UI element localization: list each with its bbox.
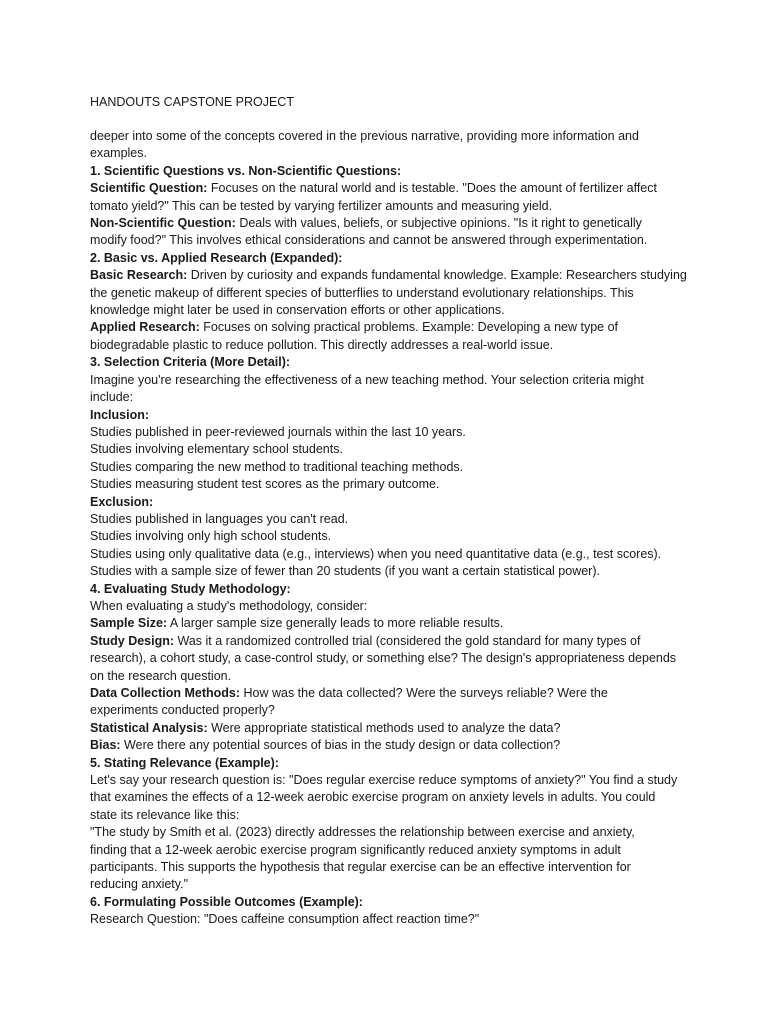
text-line [90, 389, 688, 406]
line-text: experiments conducted properly? [90, 703, 275, 718]
line-text: Studies involving only high school students. [90, 529, 332, 544]
text-line [90, 737, 688, 754]
text-line [90, 267, 688, 284]
line-text: Studies using only qualitative data (e.g., interviews) when you need quantitative data (e.g., test scores). [90, 546, 662, 561]
text-line [90, 720, 688, 737]
line-text: Deals with values, beliefs, or subjective opinions. "Is it right to genetically [235, 216, 642, 231]
line-text: examples. [90, 146, 147, 161]
bold-label: Inclusion: [90, 407, 150, 422]
bold-label: 2. Basic vs. Applied Research (Expanded): [90, 250, 343, 265]
text-line [90, 459, 688, 476]
line-text: Let's say your research question is: "Does regular exercise reduce symptoms of anxiety?" You find a study [90, 773, 678, 788]
text-line [90, 598, 688, 615]
line-text: include: [90, 390, 134, 405]
line-text: that examines the effects of a 12-week aerobic exercise program on anxiety levels in adults. You could [90, 790, 656, 805]
line-text: on the research question. [90, 668, 232, 683]
text-line [90, 302, 688, 319]
bold-label: Scientific Question: [90, 181, 208, 196]
document-header: HANDOUTS CAPSTONE PROJECT [90, 95, 294, 109]
text-line [90, 650, 688, 667]
line-text: Studies published in languages you can't read. [90, 511, 349, 526]
text-line [90, 145, 688, 162]
text-line [90, 581, 688, 598]
text-line [90, 633, 688, 650]
document-body [90, 128, 688, 929]
bold-label: Bias: [90, 738, 121, 753]
text-line [90, 511, 688, 528]
bold-label: 3. Selection Criteria (More Detail): [90, 355, 291, 370]
line-text: Studies comparing the new method to traditional teaching methods. [90, 459, 464, 474]
bold-label: Basic Research: [90, 268, 188, 283]
line-text: When evaluating a study's methodology, consider: [90, 598, 368, 613]
line-text: Studies involving elementary school students. [90, 442, 343, 457]
text-line [90, 441, 688, 458]
text-line [90, 285, 688, 302]
text-line [90, 250, 688, 267]
line-text: Focuses on the natural world and is testable. "Does the amount of fertilizer affect [207, 181, 657, 196]
text-line [90, 163, 688, 180]
line-text: Were there any potential sources of bias in the study design or data collection? [120, 738, 561, 753]
line-text: research), a cohort study, a case-control study, or something else? The design's appropriateness depends [90, 651, 677, 666]
text-line [90, 563, 688, 580]
text-line [90, 755, 688, 772]
line-text: Studies measuring student test scores as the primary outcome. [90, 477, 440, 492]
line-text: A larger sample size generally leads to more reliable results. [167, 616, 504, 631]
bold-label: Study Design: [90, 633, 175, 648]
text-line [90, 198, 688, 215]
bold-label: 4. Evaluating Study Methodology: [90, 581, 291, 596]
text-line [90, 319, 688, 336]
text-line [90, 842, 688, 859]
text-line [90, 546, 688, 563]
line-text: finding that a 12-week aerobic exercise program significantly reduced anxiety symptoms in adult [90, 842, 621, 857]
text-line [90, 894, 688, 911]
line-text: reducing anxiety." [90, 877, 189, 892]
text-line [90, 685, 688, 702]
text-line [90, 789, 688, 806]
bold-label: Exclusion: [90, 494, 154, 509]
line-text: "The study by Smith et al. (2023) directly addresses the relationship between exercise and anxiety, [90, 825, 635, 840]
text-line [90, 337, 688, 354]
text-line [90, 232, 688, 249]
text-line [90, 372, 688, 389]
text-line [90, 354, 688, 371]
line-text: modify food?" This involves ethical considerations and cannot be answered through experimentation. [90, 233, 648, 248]
text-line [90, 615, 688, 632]
line-text: Focuses on solving practical problems. Example: Developing a new type of [199, 320, 619, 335]
line-text: knowledge might later be used in conservation efforts or other applications. [90, 303, 505, 318]
text-line [90, 876, 688, 893]
bold-label: Sample Size: [90, 616, 168, 631]
bold-label: 1. Scientific Questions vs. Non-Scientific Questions: [90, 163, 402, 178]
bold-label: Applied Research: [90, 320, 200, 335]
line-text: deeper into some of the concepts covered in the previous narrative, providing more information and [90, 129, 639, 143]
text-line [90, 702, 688, 719]
line-text: Were appropriate statistical methods used to analyze the data? [207, 720, 561, 735]
text-line [90, 668, 688, 685]
bold-label: Non-Scientific Question: [90, 216, 236, 231]
line-text: participants. This supports the hypothesis that regular exercise can be an effective intervention for [90, 860, 631, 875]
bold-label: Statistical Analysis: [90, 720, 208, 735]
text-line [90, 824, 688, 841]
line-text: state its relevance like this: [90, 807, 240, 822]
text-line [90, 215, 688, 232]
line-text: How was the data collected? Were the surveys reliable? Were the [240, 686, 608, 700]
text-line [90, 128, 688, 145]
text-line [90, 476, 688, 493]
line-text: Driven by curiosity and expands fundamental knowledge. Example: Researchers studying [187, 268, 687, 283]
line-text: biodegradable plastic to reduce pollution. This directly addresses a real-world issue. [90, 337, 554, 352]
bold-label: Data Collection Methods: [90, 686, 241, 700]
line-text: Studies with a sample size of fewer than 20 students (if you want a certain statistical power). [90, 564, 600, 579]
line-text: Was it a randomized controlled trial (considered the gold standard for many types of [174, 633, 641, 648]
text-line [90, 180, 688, 197]
text-line [90, 859, 688, 876]
text-line [90, 424, 688, 441]
text-line [90, 494, 688, 511]
text-line [90, 911, 688, 928]
line-text: tomato yield?" This can be tested by varying fertilizer amounts and measuring yield. [90, 198, 553, 213]
text-line [90, 807, 688, 824]
text-line [90, 772, 688, 789]
line-text: Imagine you're researching the effectiveness of a new teaching method. Your selection criteria might [90, 372, 644, 387]
bold-label: 5. Stating Relevance (Example): [90, 755, 279, 770]
text-line [90, 407, 688, 424]
text-line [90, 528, 688, 545]
line-text: the genetic makeup of different species of butterflies to understand evolutionary relationships. This [90, 285, 634, 300]
line-text: Research Question: "Does caffeine consumption affect reaction time?" [90, 912, 480, 927]
line-text: Studies published in peer-reviewed journals within the last 10 years. [90, 424, 466, 439]
bold-label: 6. Formulating Possible Outcomes (Example): [90, 894, 363, 909]
